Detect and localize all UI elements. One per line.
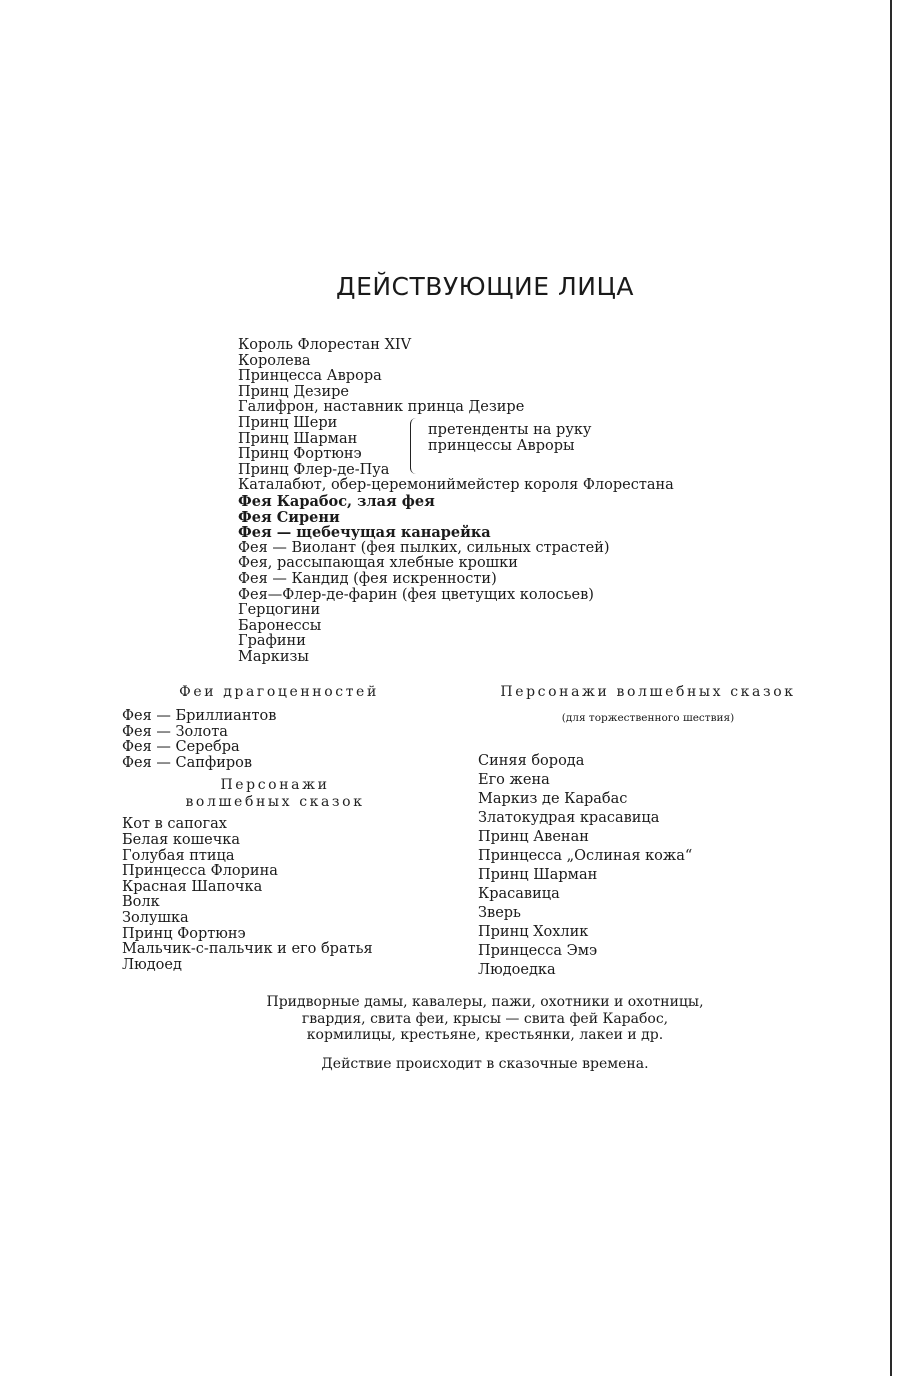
- left-column: [122, 684, 422, 973]
- procession-character: Принц Шарман: [478, 867, 598, 883]
- fairy-character: Принц Фортюнэ: [122, 925, 246, 942]
- page-edge-line: [890, 0, 892, 1376]
- cast-line: Фея Карабос, злая фея: [238, 492, 435, 510]
- cast-line: Баронессы: [238, 617, 322, 634]
- footer-line: Придворные дамы, кавалеры, пажи, охотники и охотницы,: [266, 994, 704, 1010]
- suitor-name: Принц Фортюнэ: [238, 446, 362, 463]
- jewel-fairy: Фея — Сапфиров: [122, 754, 253, 771]
- procession-character: Принцесса Эмэ: [478, 943, 598, 959]
- fairy-character: Белая кошечка: [122, 831, 240, 848]
- procession-character: Принц Авенан: [478, 829, 589, 845]
- procession-character: Красавица: [478, 886, 560, 902]
- procession-character: Принцесса „Ослиная кожа“: [478, 848, 693, 864]
- procession-heading: Персонажи волшебных сказок: [500, 684, 796, 700]
- cast-line: Фея Сирени: [238, 508, 340, 526]
- suitors-note: [428, 423, 591, 454]
- cast-line: Галифрон, наставник принца Дезире: [238, 399, 525, 416]
- fairy-character: Мальчик-с-пальчик и его братья: [122, 941, 373, 958]
- fairy-character: Кот в сапогах: [122, 816, 227, 833]
- cast-line: Маркизы: [238, 648, 309, 665]
- right-column: [478, 684, 818, 980]
- cast-line: Королева: [238, 352, 311, 369]
- fairy-character: Принцесса Флорина: [122, 863, 278, 880]
- fairy-character: Голубая птица: [122, 847, 235, 864]
- cast-line: Графини: [238, 633, 306, 650]
- fairy-tale-heading-1: Персонажи: [220, 777, 330, 794]
- curly-brace: [410, 418, 419, 474]
- suitors-note-line: принцессы Авроры: [428, 437, 575, 454]
- footer-line: гвардия, свита феи, крысы — свита фей Карабос,: [301, 1010, 669, 1027]
- jewels-heading: Феи драгоценностей: [179, 684, 379, 700]
- cast-line: Фея, рассыпающая хлебные крошки: [238, 555, 518, 572]
- suitors-group: [238, 416, 798, 478]
- fairy-character: Волк: [122, 894, 160, 911]
- cast-line: Каталабют, обер-церемониймейстер короля Флорестана: [238, 477, 674, 494]
- suitors-names: [238, 416, 389, 478]
- cast-line: Принц Дезире: [238, 383, 349, 400]
- footer-line: кормилицы, крестьяне, крестьянки, лакеи и др.: [306, 1027, 664, 1043]
- jewel-fairy: Фея — Серебра: [122, 739, 240, 756]
- jewel-fairy: Фея — Бриллиантов: [122, 708, 277, 724]
- procession-note: (для торжественного шествия): [561, 712, 735, 724]
- procession-character: Людоедка: [478, 962, 556, 978]
- cast-line: Фея—Флер-де-фарин (фея цветущих колосьев): [238, 586, 594, 603]
- procession-character: Зверь: [478, 905, 521, 921]
- cast-line: Король Флорестан XIV: [238, 337, 412, 353]
- cast-line: Принцесса Аврора: [238, 368, 382, 385]
- fairy-tale-heading-2: волшебных сказок: [185, 794, 365, 811]
- cast-line: Фея — щебечущая канарейка: [238, 524, 491, 542]
- setting-note: Действие происходит в сказочные времена.: [321, 1055, 649, 1072]
- procession-character: Синяя борода: [478, 753, 585, 769]
- cast-line: Герцогини: [238, 602, 321, 619]
- procession-character: Принц Хохлик: [478, 924, 589, 940]
- procession-character: Его жена: [478, 772, 550, 788]
- procession-character: Маркиз де Карабас: [478, 791, 628, 807]
- cast-line: Фея — Кандид (фея искренности): [238, 570, 497, 587]
- suitor-name: Принц Шери: [238, 414, 338, 431]
- suitors-note-line: претенденты на руку: [428, 421, 592, 438]
- suitor-name: Принц Флер-де-Пуа: [238, 461, 390, 478]
- procession-character: Златокудрая красавица: [478, 810, 660, 826]
- fairy-character: Красная Шапочка: [122, 878, 263, 895]
- main-cast-list: [238, 338, 798, 665]
- footer-notes: [0, 994, 900, 1072]
- jewel-fairy: Фея — Золота: [122, 723, 228, 740]
- cast-line: Фея — Виолант (фея пылких, сильных страстей): [238, 539, 610, 556]
- suitor-name: Принц Шарман: [238, 430, 358, 447]
- page-title: ДЕЙСТВУЮЩИЕ ЛИЦА: [336, 272, 634, 301]
- fairy-character: Людоед: [122, 956, 182, 973]
- fairy-character: Золушка: [122, 909, 189, 926]
